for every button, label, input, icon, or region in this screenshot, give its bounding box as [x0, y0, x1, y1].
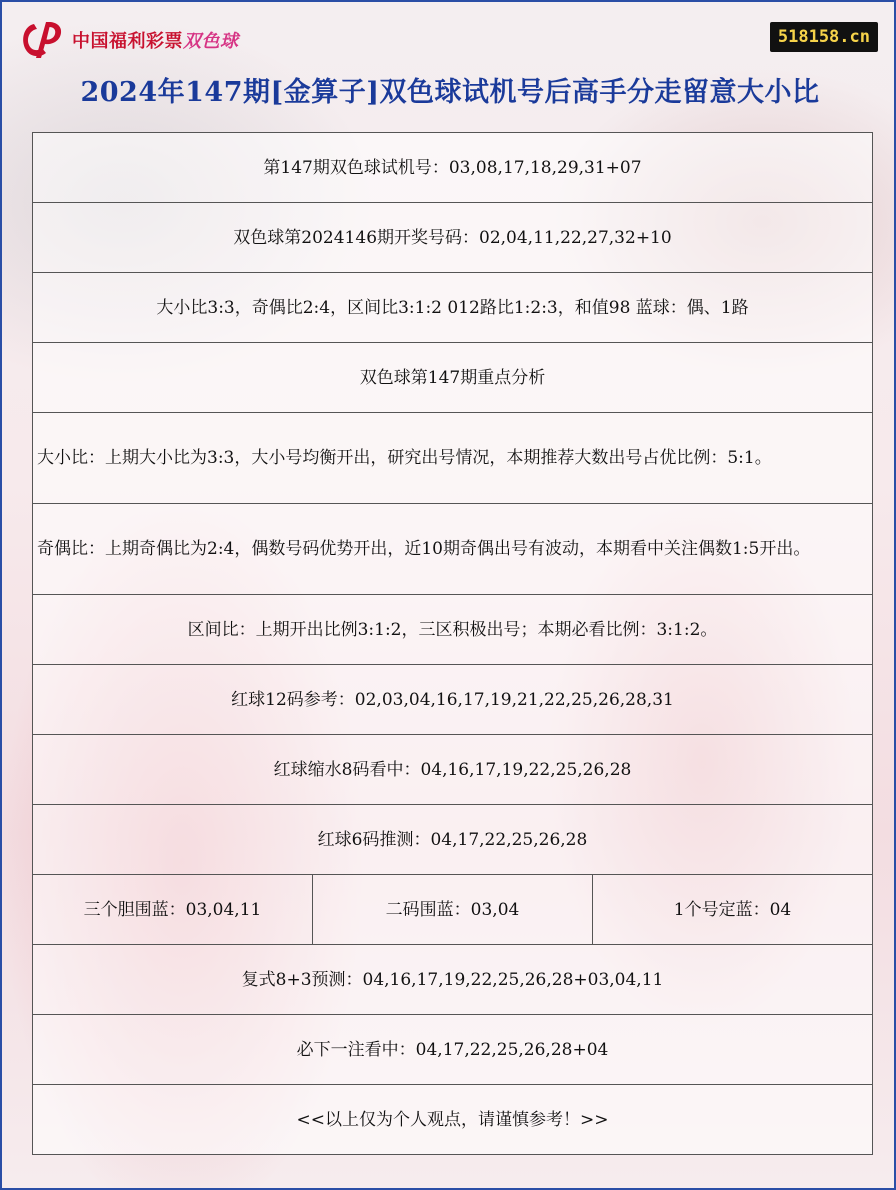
- last-draw-numbers: 双色球第2024146期开奖号码：02,04,11,22,27,32+10: [33, 203, 873, 272]
- table-row: [33, 1015, 873, 1085]
- table-row: [33, 504, 873, 595]
- table-row: [33, 945, 873, 1015]
- blue-1-pick: 1个号定蓝：04: [593, 875, 873, 944]
- draw-stats: 大小比3:3，奇偶比2:4，区间比3:1:2 012路比1:2:3，和值98 蓝球：偶、1路: [33, 273, 873, 342]
- table-row: [33, 343, 873, 413]
- table-row: [33, 133, 873, 203]
- compound-prediction: 复式8+3预测：04,16,17,19,22,25,26,28+03,04,11: [33, 945, 873, 1014]
- table-row: [33, 595, 873, 665]
- blue-2-picks: 二码围蓝：03,04: [313, 875, 593, 944]
- table-row: [33, 875, 873, 945]
- header: [2, 2, 896, 132]
- table-row: [33, 273, 873, 343]
- single-bet-pick: 必下一注看中：04,17,22,25,26,28+04: [33, 1015, 873, 1084]
- red-6-picks: 红球6码推测：04,17,22,25,26,28: [33, 805, 873, 874]
- blue-3-picks: 三个胆围蓝：03,04,11: [33, 875, 313, 944]
- lottery-logo[interactable]: [20, 20, 239, 60]
- zone-ratio-analysis: 区间比：上期开出比例3:1:2，三区积极出号；本期必看比例：3:1:2。: [33, 595, 873, 664]
- cwl-logo-icon: [20, 20, 66, 60]
- prediction-table: [32, 132, 873, 1155]
- site-badge[interactable]: 518158.cn: [770, 22, 878, 52]
- table-row: [33, 413, 873, 504]
- table-row: [33, 735, 873, 805]
- red-12-reference: 红球12码参考：02,03,04,16,17,19,21,22,25,26,28,31: [33, 665, 873, 734]
- logo-accent-text: 双色球: [183, 31, 239, 52]
- table-row: [33, 805, 873, 875]
- table-row: [33, 203, 873, 273]
- table-row: [33, 1085, 873, 1155]
- table-row: [33, 665, 873, 735]
- logo-text: 中国福利彩票双色球: [72, 31, 239, 52]
- trial-numbers: 第147期双色球试机号：03,08,17,18,29,31+07: [33, 133, 873, 202]
- analysis-heading: 双色球第147期重点分析: [33, 343, 873, 412]
- size-ratio-analysis: 大小比：上期大小比为3:3，大小号均衡开出，研究出号情况，本期推荐大数出号占优比例：5:1。: [33, 413, 873, 503]
- red-8-picks: 红球缩水8码看中：04,16,17,19,22,25,26,28: [33, 735, 873, 804]
- disclaimer: <<以上仅为个人观点，请谨慎参考！>>: [33, 1085, 873, 1154]
- odd-even-analysis: 奇偶比：上期奇偶比为2:4，偶数号码优势开出，近10期奇偶出号有波动，本期看中关注偶数1:5开出。: [33, 504, 873, 594]
- page-title: 2024年147期[金算子]双色球试机号后高手分走留意大小比: [80, 77, 820, 108]
